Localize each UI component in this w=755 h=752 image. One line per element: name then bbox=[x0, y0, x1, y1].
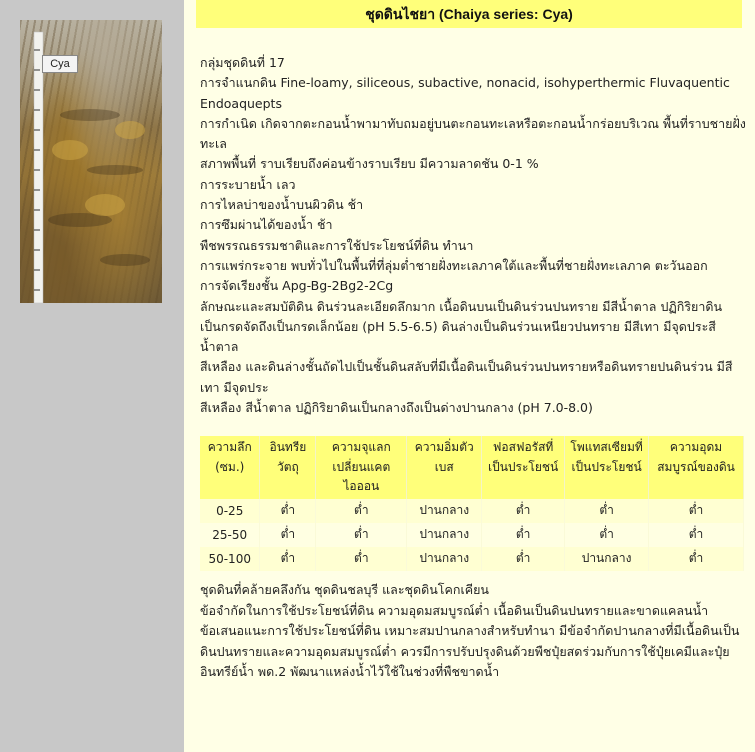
table-cell: ต่ำ bbox=[649, 523, 744, 547]
table-cell: ต่ำ bbox=[482, 499, 565, 523]
photo-label: Cya bbox=[42, 55, 78, 73]
table-cell: ต่ำ bbox=[316, 499, 407, 523]
table-cell: ต่ำ bbox=[316, 547, 407, 571]
fertility-table bbox=[200, 436, 744, 571]
header-phosphorus: ฟอสฟอรัสที่เป็นประโยชน์ bbox=[482, 436, 565, 499]
header-fertility: ความอุดมสมบูรณ์ของดิน bbox=[649, 436, 744, 499]
land-use: พืชพรรณธรรมชาติและการใช้ประโยชน์ที่ดิน ทำนา bbox=[200, 237, 474, 253]
table-cell: ต่ำ bbox=[316, 523, 407, 547]
soil-properties-end: สีเหลือง สีน้ำตาล ปฏิกิริยาดินเป็นกลางถึงเป็นด่างปานกลาง (pH 7.0-8.0) bbox=[200, 400, 593, 416]
soil-properties: ลักษณะและสมบัติดิน ดินร่วนละเอียดลึกมาก เนื้อดินบนเป็นดินร่วนปนทราย มีสีน้ำตาล ปฏิกิริยาดินเป็นกรดจัดถึงเป็นกรดเล็กน้อย (pH 5.5-6.5) ดินล่างเป็นดินร่วนเหนียวปนทราย มีสีเทา มีจุดประสีน้ำตาล bbox=[200, 298, 723, 355]
origin: การกำเนิด เกิดจากตะกอนน้ำพามาทับถมอยู่บนตะกอนทะเลหรือตะกอนน้ำกร่อยบริเวณ พื้นที่ราบชายฝั่งทะเล bbox=[200, 115, 746, 152]
permeability: การซึมผ่านได้ของน้ำ ช้า bbox=[200, 217, 333, 233]
land-use-recommendations: ข้อเสนอแนะการใช้ประโยชน์ที่ดิน เหมาะสมปานกลางสำหรับทำนา มีข้อจำกัดปานกลางที่มีเนื้อดินเป็นดินปนทรายและความอุดมสมบูรณ์ต่ำ ควรมีการปรับปรุงดินด้วยพืชปุ๋ยสดร่วมกับการใช้ปุ๋ยเคมีและปุ๋ยอินทรีย์น้ำ พด.2 พัฒนาแหล่งน้ำไว้ใช้ในช่วงที่พืชขาดน้ำ bbox=[200, 623, 740, 680]
table-cell: ต่ำ bbox=[649, 547, 744, 571]
left-sidebar bbox=[0, 0, 184, 752]
soil-properties-continued: สีเหลือง และดินล่างชั้นถัดไปเป็นชั้นดินสลับที่มีเนื้อดินเป็นดินร่วนปนทรายหรือดินทรายปนดินร่วน มีสีเทา มีจุดประ bbox=[200, 359, 733, 395]
land-use-limitations: ข้อจำกัดในการใช้ประโยชน์ที่ดิน ความอุดมสมบูรณ์ต่ำ เนื้อดินเป็นดินปนทรายและขาดแคลนน้ำ bbox=[200, 602, 709, 618]
table-cell: ต่ำ bbox=[482, 523, 565, 547]
table-row bbox=[200, 523, 744, 547]
soil-profile-photo bbox=[20, 20, 162, 303]
table-cell: ต่ำ bbox=[482, 547, 565, 571]
header-cec: ความจุแลกเปลี่ยนแคตไอออน bbox=[316, 436, 407, 499]
classification: การจำแนกดิน Fine-loamy, siliceous, subactive, nonacid, isohyperthermic Fluvaquentic Endoaquepts bbox=[200, 75, 730, 111]
distribution: การแพร่กระจาย พบทั่วไปในพื้นที่ที่ลุ่มต่ำชายฝั่งทะเลภาคใต้และพื้นที่ชายฝั่งทะเลภาค ตะวันออก bbox=[200, 257, 708, 273]
runoff: การไหลบ่าของน้ำบนผิวดิน ช้า bbox=[200, 197, 364, 213]
table-cell: ต่ำ bbox=[260, 547, 316, 571]
table-cell: ปานกลาง bbox=[407, 523, 482, 547]
table-header-row bbox=[200, 436, 744, 499]
table-cell: ต่ำ bbox=[565, 499, 649, 523]
table-cell: 0-25 bbox=[200, 499, 260, 523]
table-cell: 50-100 bbox=[200, 547, 260, 571]
similar-series: ชุดดินที่คล้ายคลึงกัน ชุดดินชลบุรี และชุดดินโคกเคียน bbox=[200, 582, 489, 597]
terrain: สภาพพื้นที่ ราบเรียบถึงค่อนข้างราบเรียบ มีความลาดชัน 0-1 % bbox=[200, 156, 539, 172]
table-cell: ต่ำ bbox=[565, 523, 649, 547]
table-cell: 25-50 bbox=[200, 523, 260, 547]
header-depth: ความลึก (ซม.) bbox=[200, 436, 260, 499]
main-content bbox=[184, 0, 755, 752]
soil-description bbox=[200, 53, 746, 418]
drainage: การระบายน้ำ เลว bbox=[200, 176, 296, 192]
table-cell: ปานกลาง bbox=[407, 499, 482, 523]
table-row bbox=[200, 499, 744, 523]
table-cell: ต่ำ bbox=[260, 499, 316, 523]
table-cell: ต่ำ bbox=[649, 499, 744, 523]
soil-notes bbox=[200, 580, 746, 683]
page-title: ชุดดินไชยา (Chaiya series: Cya) bbox=[196, 0, 742, 28]
table-row bbox=[200, 547, 744, 571]
table-cell: ปานกลาง bbox=[407, 547, 482, 571]
soil-group: กลุ่มชุดดินที่ 17 bbox=[200, 55, 285, 70]
header-organic-matter: อินทรียวัตถุ bbox=[260, 436, 316, 499]
table-cell: ปานกลาง bbox=[565, 547, 649, 571]
header-base-saturation: ความอิ่มตัวเบส bbox=[407, 436, 482, 499]
table-cell: ต่ำ bbox=[260, 523, 316, 547]
header-potassium: โพแทสเซียมที่เป็นประโยชน์ bbox=[565, 436, 649, 499]
horizon-sequence: การจัดเรียงชั้น Apg-Bg-2Bg2-2Cg bbox=[200, 278, 394, 294]
